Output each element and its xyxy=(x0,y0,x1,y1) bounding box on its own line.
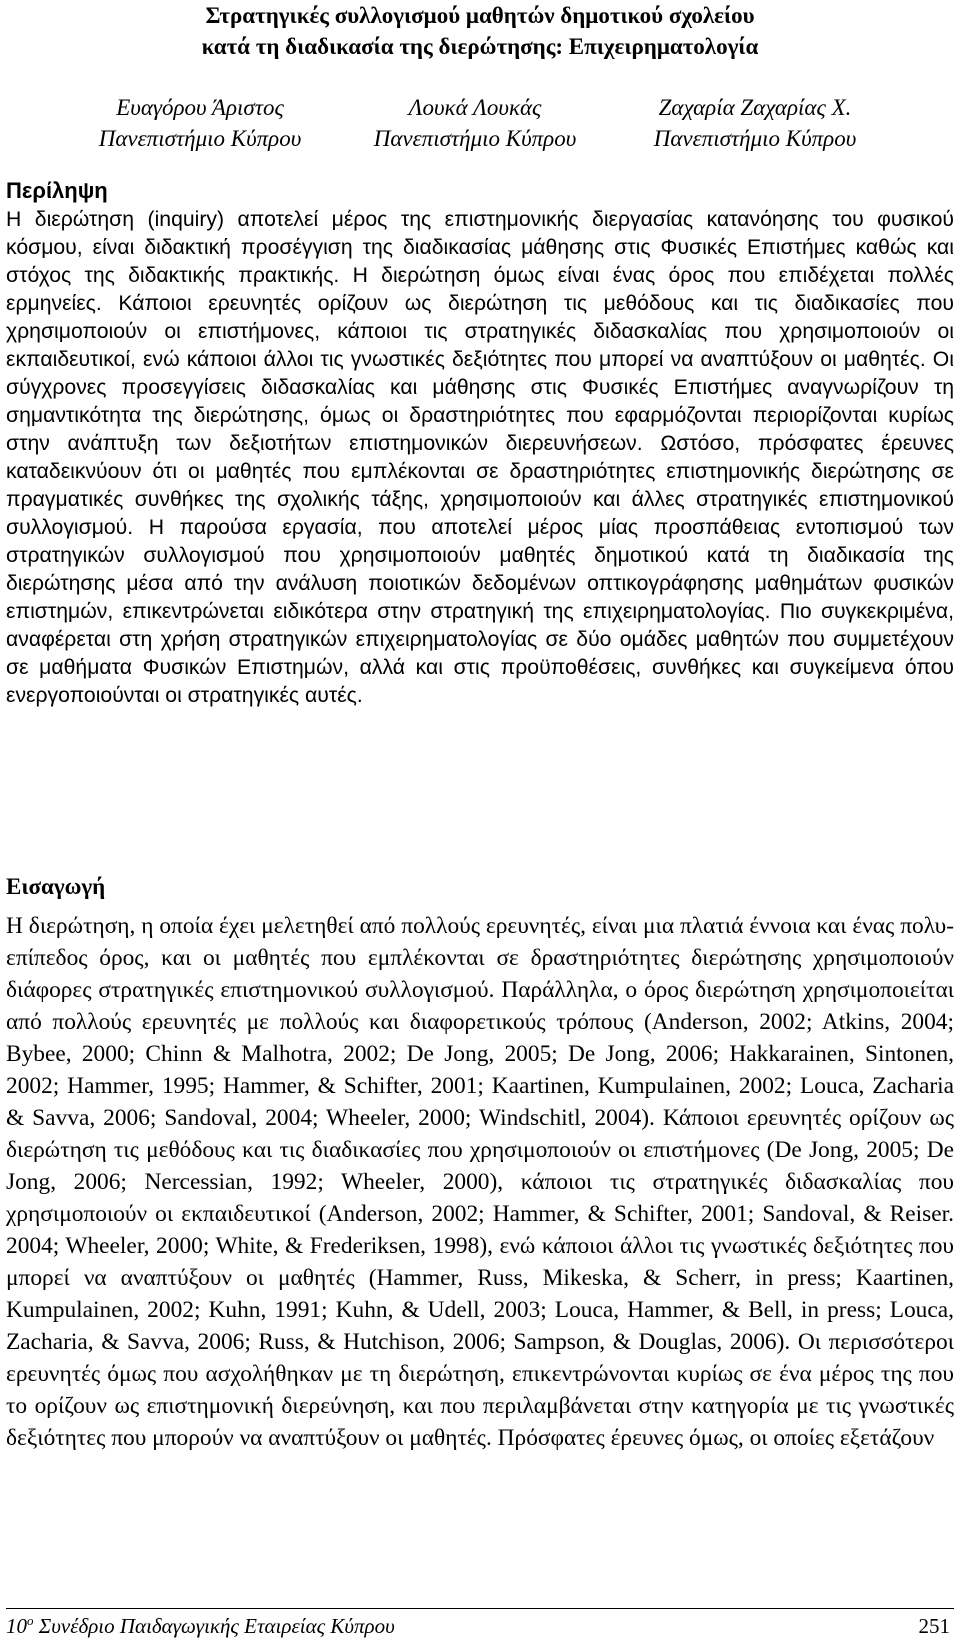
author-3 xyxy=(595,92,915,154)
author-name: Ζαχαρία Ζαχαρίας Χ. xyxy=(658,95,852,120)
conference-label xyxy=(6,1614,395,1638)
author-name: Ευαγόρου Άριστος xyxy=(116,95,284,120)
abstract-heading: Περίληψη xyxy=(6,178,108,203)
paper-title-line-1: Στρατηγικές συλλογισμού μαθητών δημοτικού σχολείου xyxy=(205,3,755,28)
page-footer xyxy=(6,1612,954,1640)
footer-divider xyxy=(6,1608,954,1609)
author-2 xyxy=(315,92,635,154)
author-name: Λουκά Λουκάς xyxy=(408,95,542,120)
paper-title xyxy=(0,0,960,62)
author-affiliation: Πανεπιστήμιο Κύπρου xyxy=(653,126,857,151)
conference-number: 10 xyxy=(6,1614,27,1638)
author-affiliation: Πανεπιστήμιο Κύπρου xyxy=(373,126,577,151)
introduction-heading: Εισαγωγή xyxy=(6,874,106,899)
author-1 xyxy=(40,92,360,154)
introduction-text: Η διερώτηση, η οποία έχει μελετηθεί από πολλούς ερευνητές, είναι μια πλατιά έννοια και ένας πολυ-επίπεδος όρος, και οι μαθητές που εμπλέκονται σε δραστηριότητες διερώτησης χρησιμοποιούν διάφορες στρατηγικές επιστημονικού συλλογισμού. Παράλληλα, ο όρος διερώτηση χρησιμοποιείται από πολλούς ερευνητές με πολλούς και διαφορετικούς τρόπους (Anderson, 2002; Atkins, 2004; Bybee, 2000; Chinn & Malhotra, 2002; De Jong, 2005; De Jong, 2006; Hakkarainen, Sintonen, 2002; Hammer, 1995; Hammer, & Schifter, 2001; Kaartinen, Kumpulainen, 2002; Louca, Zacharia & Savva, 2006; Sandoval, 2004; Wheeler, 2000; Windschitl, 2004). Κάποιοι ερευνητές ορίζουν ως διερώτηση τις μεθόδους και τις διαδικασίες που χρησιμοποιούν οι επιστήμονες (De Jong, 2005; De Jong, 2006; Nercessian, 1992; Wheeler, 2000), κάποιοι τις στρατηγικές διδασκαλίας που χρησιμοποιούν οι εκπαιδευτικοί (Anderson, 2002; Hammer, & Schifter, 2001; Sandoval, & Reiser. 2004; Wheeler, 2000; White, & Frederiksen, 1998), ενώ κάποιοι άλλοι τις γνωστικές δεξιότητες που μπορεί να αναπτύξουν οι μαθητές (Hammer, Russ, Mikeska, & Scherr, in press; Kaartinen, Kumpulainen, 2002; Kuhn, 1991; Kuhn, & Udell, 2003; Louca, Hammer, & Bell, in press; Louca, Zacharia, & Savva, 2006; Russ, & Hutchison, 2006; Sampson, & Douglas, 2006). Οι περισσότεροι ερευνητές όμως που ασχολήθηκαν με τη διερώτηση, επικεντρώνονται κυρίως σε ένα μέρος της που το ορίζουν ως επιστημονική διερεύνηση, και που περιλαμβάνεται στην κατηγορία με τις γνωστικές δεξιότητες που μπορούν να αναπτύξουν οι μαθητές. Πρόσφατες έρευνες όμως, οι οποίες εξετάζουν xyxy=(6,913,954,1451)
author-affiliation: Πανεπιστήμιο Κύπρου xyxy=(98,126,302,151)
conference-name: Συνέδριο Παιδαγωγικής Εταιρείας Κύπρου xyxy=(38,1614,395,1638)
paper-title-line-2: κατά τη διαδικασία της διερώτησης: Επιχειρηματολογία xyxy=(201,34,759,59)
page-number: 251 xyxy=(918,1614,950,1638)
conference-ordinal-suffix: ο xyxy=(27,1613,34,1628)
abstract-text: Η διερώτηση (inquiry) αποτελεί μέρος της επιστημονικής διεργασίας κατανόησης του φυσικού κόσμου, είναι διδακτική προσέγγιση της διαδικασίας μάθησης στις Φυσικές Επιστήμες καθώς και στόχος της διδακτικής πρακτικής. Η διερώτηση όμως είναι ένας όρος που επιδέχεται πολλές ερμηνείες. Κάποιοι ερευνητές ορίζουν ως διερώτηση τις μεθόδους και τις διαδικασίες που χρησιμοποιούν οι επιστήμονες, κάποιοι τις στρατηγικές διδασκαλίας που χρησιμοποιούν οι εκπαιδευτικοί, ενώ κάποιοι άλλοι τις γνωστικές δεξιότητες που μπορεί να αναπτύξουν οι μαθητές. Οι σύγχρονες προσεγγίσεις διδασκαλίας και μάθησης στις Φυσικές Επιστήμες αναγνωρίζουν τη σημαντικότητα της διερώτησης, όμως οι δραστηριότητες που εφαρμόζονται περιορίζονται κυρίως στην ανάπτυξη των δεξιοτήτων επιστημονικών διερευνήσεων. Ωστόσο, πρόσφατες έρευνες καταδεικνύουν ότι οι μαθητές που εμπλέκονται σε δραστηριότητες επιστημονικής διερώτησης σε πραγματικές συνθήκες της σχολικής τάξης, χρησιμοποιούν και άλλες στρατηγικές επιστημονικού συλλογισμού. Η παρούσα εργασία, που αποτελεί μέρος μίας προσπάθειας εντοπισμού των στρατηγικών συλλογισμού που χρησιμοποιούν μαθητές δημοτικού κατά τη διαδικασία της διερώτησης μέσα από την ανάλυση ποιοτικών δεδομένων οπτικογράφησης μαθημάτων φυσικών επιστημών, επικεντρώνεται ειδικότερα στην στρατηγική της επιχειρηματολογίας. Πιο συγκεκριμένα, αναφέρεται στη χρήση στρατηγικών επιχειρηματολογίας σε δύο ομάδες μαθητών που συμμετέχουν σε μαθήματα Φυσικών Επιστημών, αλλά και στις προϋποθέσεις, συνθήκες και συγκείμενα όπου ενεργοποιούνται οι στρατηγικές αυτές. xyxy=(6,208,954,707)
